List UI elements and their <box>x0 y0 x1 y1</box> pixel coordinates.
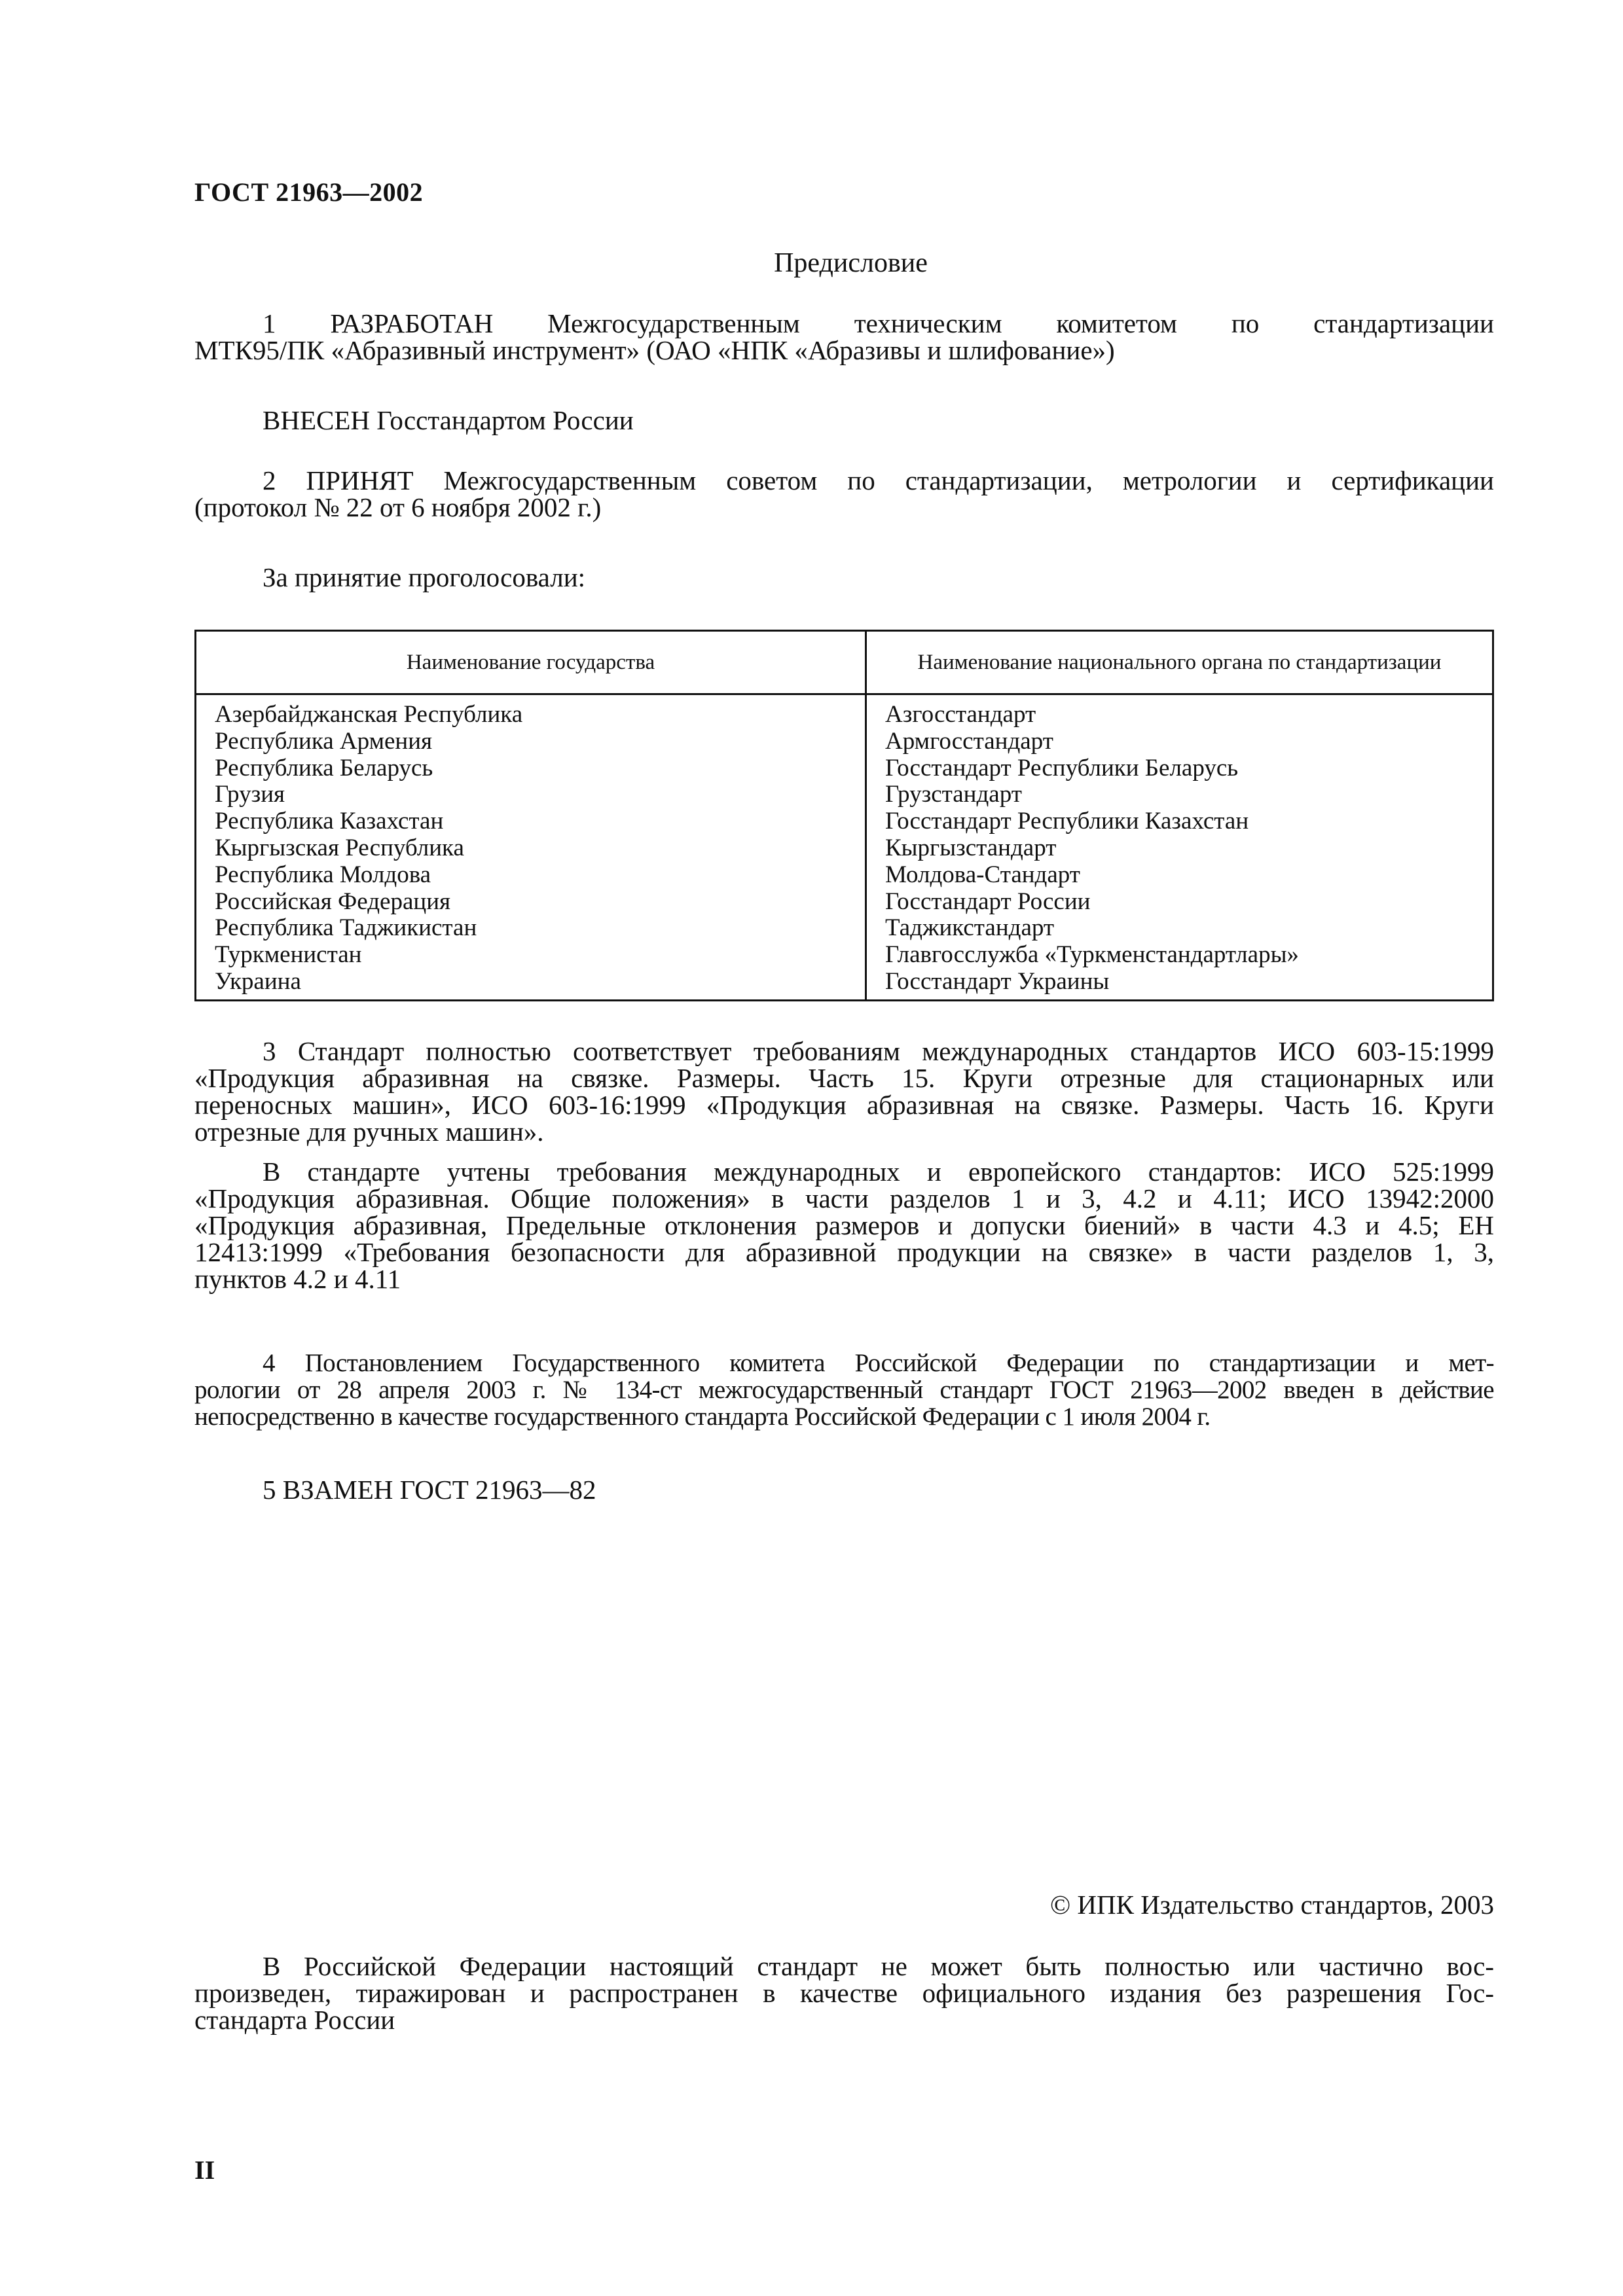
text-line: «Продукция абразивная, Предельные отклонения размеров и допуски биений» в части 4.3 и 4.5; ЕН <box>194 1210 1494 1240</box>
text-line: непосредственно в качестве государственного стандарта Российской Федерации с 1 июля 2004 г. <box>194 1403 1211 1431</box>
state-name: Республика Таджикистан <box>215 914 477 942</box>
state-name: Российская Федерация <box>215 888 451 915</box>
text-line: В стандарте учтены требования международных и европейского стандартов: ИСО 525:1999 <box>263 1157 1494 1187</box>
text-line: пунктов 4.2 и 4.11 <box>194 1264 401 1294</box>
column-header-state: Наименование государства <box>196 631 866 694</box>
standards-body: Госстандарт Украины <box>885 967 1110 995</box>
page-title: Предисловие <box>774 248 928 278</box>
text-line: 1 РАЗРАБОТАН Межгосударственным техническим комитетом по стандартизации <box>263 308 1494 338</box>
text-line: МТК95/ПК «Абразивный инструмент» (ОАО «НПК «Абразивы и шлифование») <box>194 335 1115 365</box>
standards-body: Армгосстандарт <box>885 727 1053 755</box>
standards-body: Азгосстандарт <box>885 701 1036 728</box>
standards-body: Таджикстандарт <box>885 914 1055 942</box>
text-line: (протокол № 22 от 6 ноября 2002 г.) <box>194 492 602 522</box>
state-name: Туркменистан <box>215 941 362 969</box>
voting-states-table <box>194 630 1494 1001</box>
state-name: Республика Молдова <box>215 861 431 888</box>
standards-body: Грузстандарт <box>885 781 1022 808</box>
text-line: произведен, тиражирован и распространен в качестве официального издания без разрешения Гос- <box>194 1978 1494 2008</box>
text-line: ВНЕСЕН Госстандартом России <box>263 405 634 435</box>
paragraph-3-considered <box>194 1158 1494 1293</box>
state-name: Азербайджанская Республика <box>215 701 523 728</box>
paragraph-5-replaces <box>194 1477 1494 1503</box>
table-row <box>196 694 1493 1001</box>
copyright-notice: © ИПК Издательство стандартов, 2003 <box>1049 1890 1494 1920</box>
text-line: 3 Стандарт полностью соответствует требованиям международных стандартов ИСО 603-15:1999 <box>263 1036 1494 1066</box>
text-line: За принятие проголосовали: <box>263 562 586 592</box>
reproduction-notice <box>194 1953 1494 2034</box>
text-line: В Российской Федерации настоящий стандарт не может быть полностью или частично вос- <box>263 1951 1494 1981</box>
text-line: «Продукция абразивная. Общие положения» в части разделов 1 и 3, 4.2 и 4.11; ИСО 13942:2000 <box>194 1183 1494 1213</box>
standards-bodies-cell <box>866 694 1493 1001</box>
text-line: отрезные для ручных машин». <box>194 1117 544 1147</box>
paragraph-4-resolution <box>194 1350 1494 1430</box>
paragraph-introduced <box>194 407 1494 434</box>
paragraph-1-developed <box>194 310 1494 364</box>
text-line: стандарта России <box>194 2005 395 2035</box>
text-line: рологии от 28 апреля 2003 г. № 134-ст межгосударственный стандарт ГОСТ 21963—2002 введен в действие <box>194 1376 1494 1404</box>
state-name: Республика Армения <box>215 727 433 755</box>
state-name: Республика Казахстан <box>215 808 444 835</box>
table-header-row <box>196 631 1493 694</box>
text-line: 4 Постановлением Государственного комитета Российской Федерации по стандартизации и мет- <box>263 1349 1494 1377</box>
standards-body: Молдова-Стандарт <box>885 861 1080 888</box>
document-code: ГОСТ 21963—2002 <box>194 177 424 207</box>
text-line: переносных машин», ИСО 603-16:1999 «Продукция абразивная на связке. Размеры. Часть 16. Круги <box>194 1090 1494 1120</box>
state-name: Украина <box>215 967 301 995</box>
state-name: Грузия <box>215 781 285 808</box>
standards-body: Госстандарт Республики Беларусь <box>885 754 1239 781</box>
standards-body: Главгосслужба «Туркменстандартлары» <box>885 941 1299 969</box>
page-number: II <box>194 2155 215 2185</box>
standards-body: Кыргызстандарт <box>885 834 1057 861</box>
paragraph-voted <box>194 564 1494 591</box>
paragraph-2-adopted <box>194 467 1494 521</box>
text-line: «Продукция абразивная на связке. Размеры. Часть 15. Круги отрезные для стационарных или <box>194 1063 1494 1093</box>
state-names-cell <box>196 694 866 1001</box>
state-name: Республика Беларусь <box>215 754 433 781</box>
paragraph-3-conformity <box>194 1038 1494 1145</box>
text-line: 12413:1999 «Требования безопасности для абразивной продукции на связке» в части разделов 1, 3, <box>194 1237 1494 1267</box>
text-line: 5 ВЗАМЕН ГОСТ 21963—82 <box>263 1475 596 1505</box>
text-line: 2 ПРИНЯТ Межгосударственным советом по стандартизации, метрологии и сертификации <box>263 465 1494 495</box>
standards-body: Госстандарт Республики Казахстан <box>885 808 1249 835</box>
column-header-body: Наименование национального органа по стандартизации <box>866 631 1493 694</box>
standards-body: Госстандарт России <box>885 888 1091 915</box>
state-name: Кыргызская Республика <box>215 834 464 861</box>
